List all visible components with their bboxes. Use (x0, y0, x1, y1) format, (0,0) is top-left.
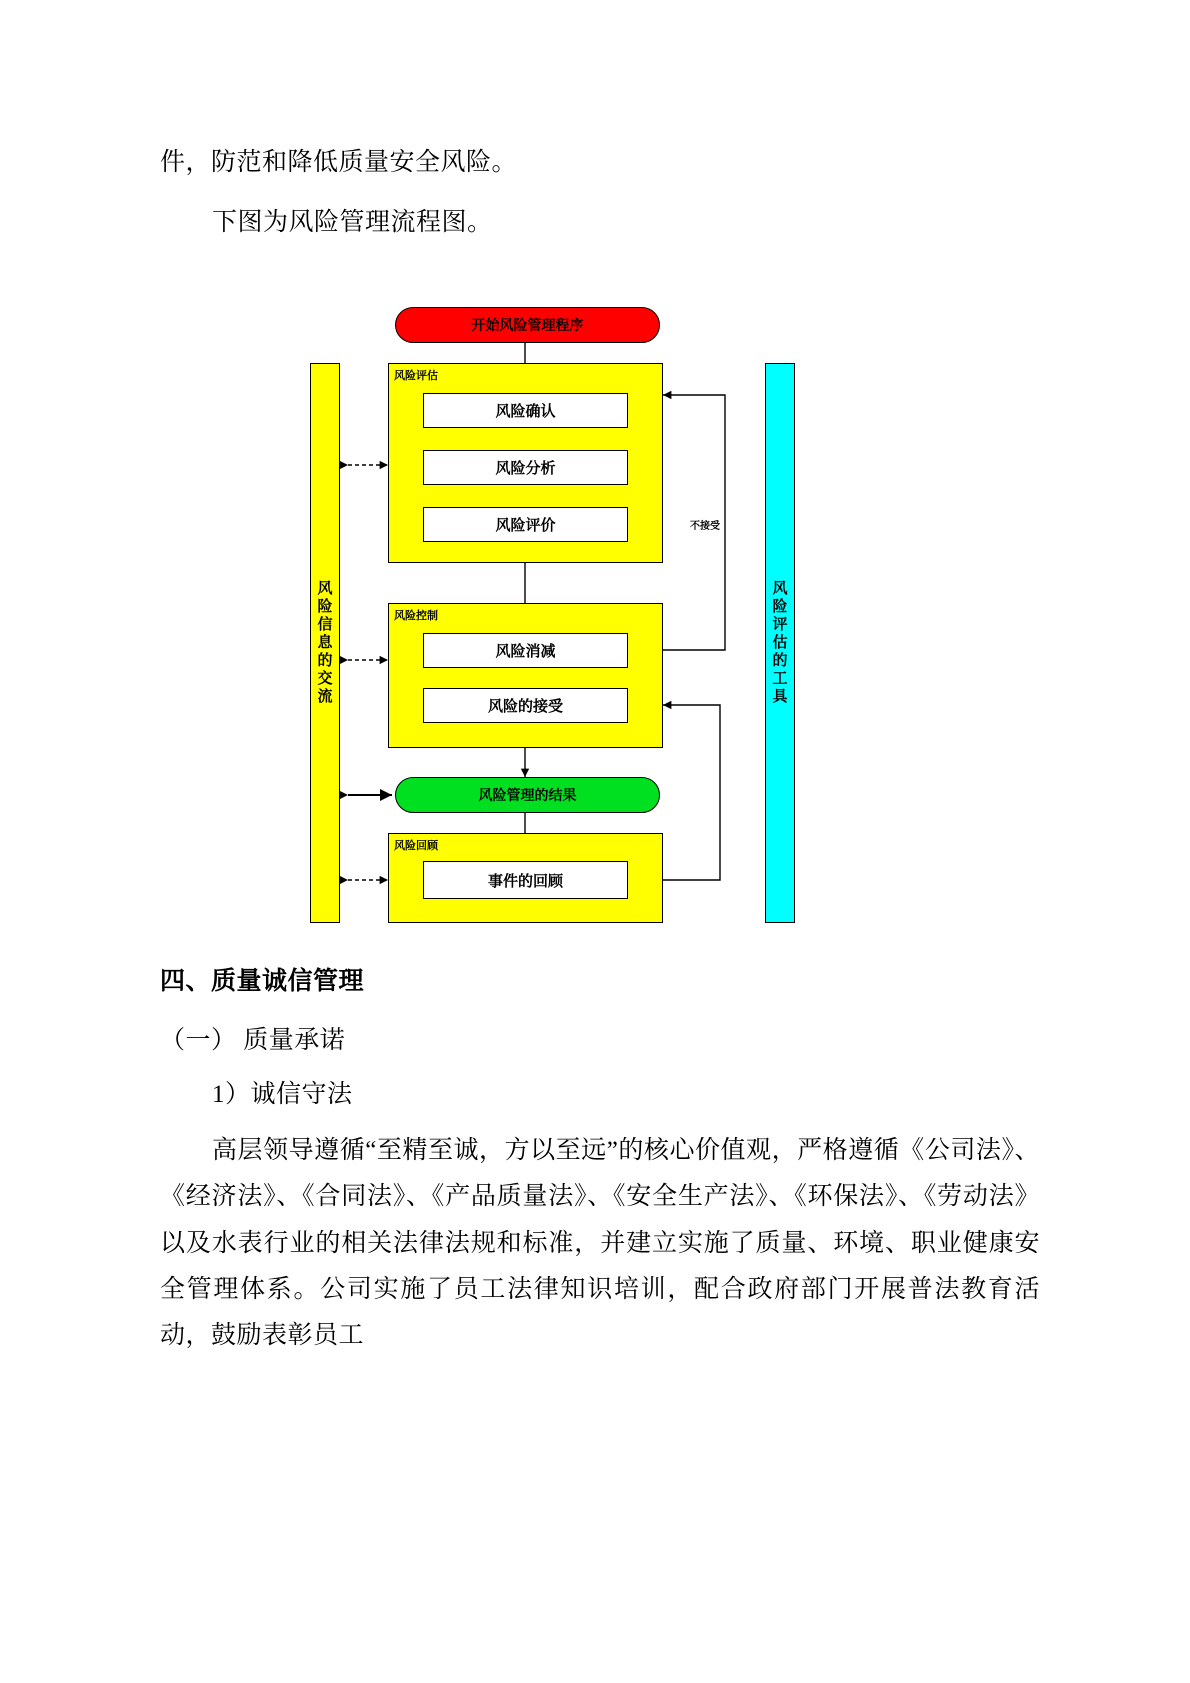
step-risk-mitigation (423, 633, 628, 668)
panel-label: 风险评估 (394, 369, 438, 382)
flow-result-label: 风险管理的结果 (478, 788, 577, 804)
step-risk-analysis (423, 450, 628, 485)
flow-result-node (395, 777, 660, 813)
connector-label-not-accepted: 不接受 (690, 521, 720, 532)
panel-label: 风险回顾 (394, 839, 438, 852)
panel-risk-control (388, 603, 663, 748)
body-text: 高层领导遵循“至精至诚，方以至远”的核心价值观，严格遵循《公司法》、《经济法》、《合同法》、《产品质量法》、《安全生产法》、《环保法》、《劳动法》以及水表行业的相关法律法规和标准，并建立实施了质量、环境、职业健康安全管理体系。公司实施了员工法律知识培训，配合政府部门开展普法教育活动，鼓励表彰员工 (160, 1137, 1040, 1349)
step-risk-evaluation (423, 507, 628, 542)
paragraph-text: 件，防范和降低质量安全风险。 (160, 149, 518, 176)
panel-label: 风险控制 (394, 609, 438, 622)
paragraph-2 (160, 200, 1040, 246)
risk-management-flowchart (300, 285, 810, 930)
paragraph-1 (160, 140, 1040, 186)
body-paragraph (160, 1128, 1040, 1359)
flow-start-node (395, 307, 660, 343)
step-risk-acceptance (423, 688, 628, 723)
step-event-review (423, 861, 628, 899)
left-sidebar-risk-communication (310, 363, 340, 923)
step-label: 风险消减 (495, 642, 556, 660)
step-label: 风险分析 (495, 459, 556, 477)
step-label: 风险确认 (495, 402, 556, 420)
heading-text: 四、质量诚信管理 (160, 966, 365, 995)
subitem-text: 1）诚信守法 (212, 1081, 353, 1108)
step-label: 事件的回顾 (487, 871, 563, 890)
right-sidebar-risk-tools (765, 363, 795, 923)
section-heading (160, 958, 1040, 1004)
section-subitem (160, 1072, 1040, 1118)
right-sidebar-label: 风险评估的工具 (770, 580, 789, 706)
subheading-text: （一） 质量承诺 (160, 1027, 346, 1054)
step-label: 风险的接受 (487, 697, 563, 715)
left-sidebar-label: 风险信息的交流 (315, 580, 334, 706)
step-label: 风险评价 (495, 516, 556, 534)
step-risk-identification (423, 393, 628, 428)
paragraph-text: 下图为风险管理流程图。 (212, 209, 493, 236)
section-subheading (160, 1018, 1040, 1064)
flow-start-label: 开始风险管理程序 (471, 318, 584, 334)
